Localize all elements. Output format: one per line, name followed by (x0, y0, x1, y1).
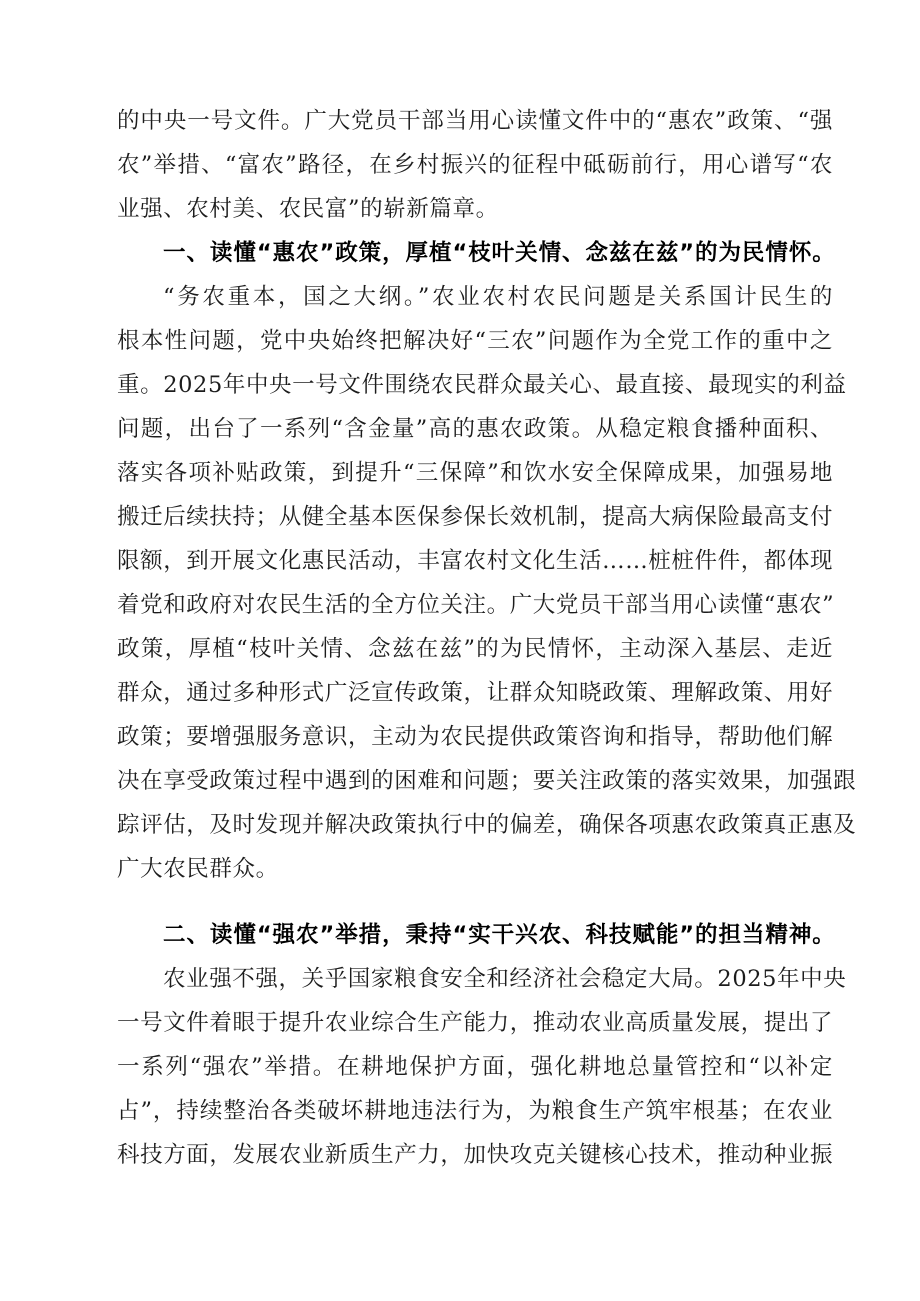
section-2-heading: 二、读懂“强农”举措，秉持“实干兴农、科技赋能”的担当精神。 (163, 922, 835, 948)
section-1-line-11: 政策；要增强服务意识，主动为农民提供政策咨询和指导，帮助他们解 (117, 724, 834, 750)
section-1-line-10: 群众，通过多种形式广泛宣传政策，让群众知晓政策、理解政策、用好 (117, 680, 834, 706)
intro-line-2: 农”举措、“富农”路径，在乡村振兴的征程中砥砺前行，用心谱写“农 (117, 152, 833, 178)
section-1-line-3: 重。2025年中央一号文件围绕农民群众最关心、最直接、最现实的利益 (117, 372, 847, 398)
section-2-line-1: 农业强不强，关乎国家粮食安全和经济社会稳定大局。2025年中央 (163, 966, 847, 992)
section-1-line-1: “务农重本，国之大纲。”农业农村农民问题是关系国计民生的 (163, 284, 833, 310)
section-1-heading: 一、读懂“惠农”政策，厚植“枝叶关情、念兹在兹”的为民情怀。 (163, 240, 835, 266)
section-1-line-2: 根本性问题，党中央始终把解决好“三农”问题作为全党工作的重中之 (117, 328, 833, 354)
section-1-line-8: 着党和政府对农民生活的全方位关注。广大党员干部当用心读懂“惠农” (117, 592, 835, 618)
section-2-line-5: 科技方面，发展农业新质生产力，加快攻克关键核心技术，推动种业振 (117, 1142, 834, 1168)
section-1-line-13: 踪评估，及时发现并解决政策执行中的偏差，确保各项惠农政策真正惠及 (117, 812, 857, 838)
section-1-line-5: 落实各项补贴政策，到提升“三保障”和饮水安全保障成果，加强易地 (117, 460, 833, 486)
section-2-line-2: 一号文件着眼于提升农业综合生产能力，推动农业高质量发展，提出了 (117, 1010, 834, 1036)
section-2-line-4: 占”，持续整治各类破坏耕地违法行为，为粮食生产筑牢根基；在农业 (117, 1098, 833, 1124)
section-1-line-7: 限额，到开展文化惠民活动，丰富农村文化生活……桩桩件件，都体现 (117, 548, 834, 574)
section-1-line-9: 政策，厚植“枝叶关情、念兹在兹”的为民情怀，主动深入基层、走近 (117, 636, 833, 662)
section-2-line-3: 一系列“强农”举措。在耕地保护方面，强化耕地总量管控和“以补定 (117, 1054, 833, 1080)
section-1-line-12: 决在享受政策过程中遇到的困难和问题；要关注政策的落实效果，加强跟 (117, 768, 857, 794)
intro-line-3: 业强、农村美、农民富”的崭新篇章。 (117, 196, 499, 222)
section-1-line-4: 问题，出台了一系列“含金量”高的惠农政策。从稳定粮食播种面积、 (117, 416, 833, 442)
intro-line-1: 的中央一号文件。广大党员干部当用心读懂文件中的“惠农”政策、“强 (117, 108, 833, 134)
section-1-line-14: 广大农民群众。 (117, 856, 279, 882)
section-1-line-6: 搬迁后续扶持；从健全基本医保参保长效机制，提高大病保险最高支付 (117, 504, 834, 530)
